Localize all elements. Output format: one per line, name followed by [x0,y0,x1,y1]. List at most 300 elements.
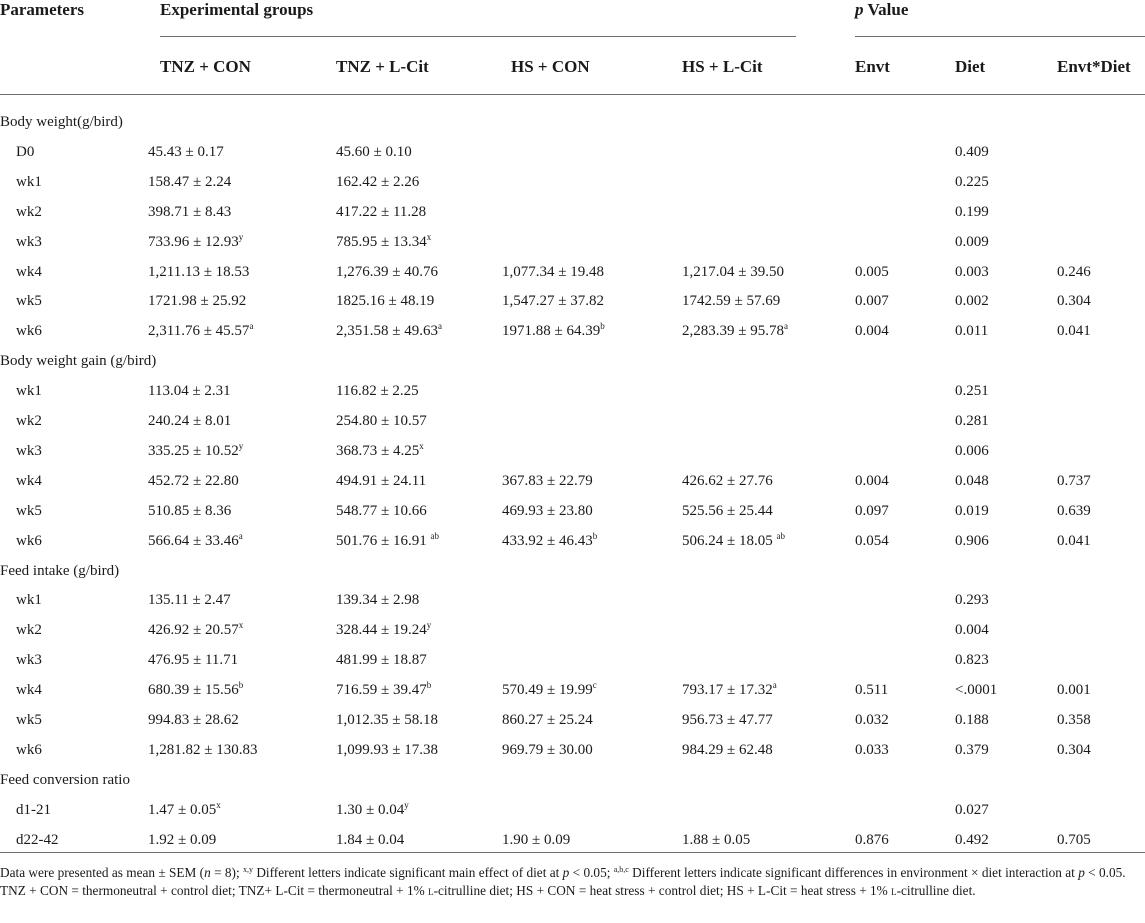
cell-value: 113.04 ± 2.31 [148,383,231,400]
cell-value: 1,211.13 ± 18.53 [148,263,250,280]
cell-value: 0.004 [855,323,889,340]
cell-tnz-con [148,675,243,705]
cell-tnz-lcit [336,645,427,675]
cell-value: 0.007 [855,293,889,310]
cell-tnz-lcit [336,227,431,257]
cell-p-envt [855,735,889,765]
cell-p-diet [955,585,989,615]
footnote-sup: a,b,c [613,865,629,874]
cell-value: 1825.16 ± 48.19 [336,293,435,310]
cell-tnz-con [148,167,231,197]
cell-p-diet [955,167,989,197]
cell-value: 240.24 ± 8.01 [148,413,232,429]
cell-tnz-lcit [336,735,438,765]
cell-value: 1.90 ± 0.09 [502,831,571,848]
section-title: Body weight gain (g/bird) [0,353,157,370]
cell-value: 793.17 ± 17.32 [682,682,773,699]
col-header-tnz-lcit: TNZ + L-Cit [336,57,429,76]
cell-hs-con [502,705,593,735]
cell-p-diet [955,795,989,825]
cell-hs-con [502,825,570,855]
footnote-text: < 0.05; [569,865,614,880]
cell-value: 0.003 [955,263,989,280]
row-label: wk6 [16,532,42,549]
cell-tnz-lcit [336,466,426,496]
cell-value: 0.511 [855,682,889,699]
cell-hs-con [502,286,604,316]
cell-value: 452.72 ± 22.80 [148,472,239,489]
cell-tnz-con [148,137,224,167]
section-title: Feed conversion ratio [0,771,130,788]
cell-value: 476.95 ± 11.71 [148,652,239,669]
table-footnote [0,864,1140,900]
cell-value: 570.49 ± 19.99 [502,682,593,699]
cell-value: 1.84 ± 0.04 [336,831,405,848]
table-row [0,615,1145,645]
cell-value: 0.041 [1057,323,1091,340]
cell-value: 162.42 ± 2.26 [336,173,420,190]
cell-p-envt [855,705,889,735]
cell-value: 481.99 ± 18.87 [336,652,427,669]
cell-p-diet [955,197,989,227]
cell-tnz-lcit [336,197,426,227]
cell-value: 1721.98 ± 25.92 [148,293,247,310]
cell-p-diet [955,526,989,556]
cell-value: 417.22 ± 11.28 [336,203,427,220]
section-header-row [0,346,1145,376]
p-italic: p [855,0,864,19]
significance-superscript: a [772,680,777,691]
cell-value: 0.032 [855,712,889,728]
cell-value: 510.85 ± 8.36 [148,502,232,519]
cell-value: 494.91 ± 24.11 [336,472,427,489]
cell-p-diet [955,286,989,316]
cell-value: 984.29 ± 62.48 [682,741,773,758]
cell-p-interaction [1057,526,1091,556]
cell-value: 2,351.58 ± 49.63 [336,323,438,340]
cell-tnz-lcit [336,376,419,406]
cell-value: 1.92 ± 0.09 [148,831,217,848]
cell-tnz-con [148,257,249,287]
cell-p-interaction [1057,496,1091,526]
cell-value: 139.34 ± 2.98 [336,592,420,609]
footnote-text: < 0.05. TNZ + CON = thermoneutral + control diet; TNZ+ L-Cit = thermoneutral + 1% [0,865,1126,898]
significance-superscript: a [249,321,254,332]
cell-p-diet [955,436,989,466]
row-label: wk4 [16,263,42,280]
cell-p-interaction [1057,466,1091,496]
cell-value: 0.906 [955,532,989,549]
significance-superscript: x [238,620,244,631]
cell-value: 860.27 ± 25.24 [502,712,593,728]
cell-value: 0.409 [955,143,989,160]
cell-value: 680.39 ± 15.56 [148,682,239,699]
row-label: wk1 [16,592,42,609]
cell-value: 45.43 ± 0.17 [148,143,224,160]
col-header-experimental-groups: Experimental groups [160,0,314,19]
cell-p-diet [955,257,989,287]
cell-value: <.0001 [955,682,998,699]
cell-tnz-con [148,705,239,735]
col-header-diet: Diet [955,57,986,76]
cell-value: 566.64 ± 33.46 [148,532,239,549]
row-label: wk3 [16,652,42,669]
cell-value: 1,281.82 ± 130.83 [148,741,258,758]
col-header-tnz-con: TNZ + CON [160,57,251,76]
table-row [0,526,1145,556]
cell-tnz-lcit [336,795,409,825]
cell-value: 0.027 [955,801,989,818]
cell-value: 335.25 ± 10.52 [148,442,239,459]
footnote-text: Data were presented as mean ± SEM ( [0,865,205,880]
group-underline [160,36,796,37]
cell-p-interaction [1057,825,1091,855]
cell-tnz-lcit [336,406,427,436]
cell-value: 0.281 [955,413,989,429]
cell-p-interaction [1057,735,1091,765]
table-bottom-rule [0,852,1145,853]
cell-p-diet [955,615,989,645]
p-value-word: Value [863,0,909,19]
cell-value: 0.639 [1057,502,1091,519]
cell-p-diet [955,376,989,406]
cell-value: 0.005 [855,263,889,280]
footnote-smallcap: l [428,883,434,898]
cell-hs-lcit [682,675,777,705]
cell-p-diet [955,705,989,735]
cell-value: 0.009 [955,233,989,250]
cell-value: 2,311.76 ± 45.57 [148,323,250,340]
cell-p-interaction [1057,316,1091,346]
cell-p-envt [855,496,889,526]
row-label: wk6 [16,323,42,340]
cell-p-interaction [1057,257,1091,287]
cell-value: 469.93 ± 23.80 [502,502,593,519]
row-label: D0 [16,143,35,160]
cell-value: 1,276.39 ± 40.76 [336,263,438,280]
cell-value: 0.019 [955,502,989,519]
cell-value: 0.293 [955,592,989,609]
cell-tnz-con [148,496,231,526]
footnote-sup: x,y [243,865,253,874]
footnote-p: p [1078,865,1085,880]
cell-hs-con [502,496,593,526]
cell-hs-lcit [682,496,773,526]
cell-tnz-lcit [336,286,434,316]
cell-tnz-lcit [336,167,419,197]
footnote-text: Different letters indicate significant main effect of diet at [253,865,563,880]
footnote-text: Different letters indicate significant differences in environment × diet interaction at [628,865,1079,880]
cell-p-envt [855,286,889,316]
row-label: wk6 [16,741,42,758]
cell-tnz-con [148,526,243,556]
cell-value: 0.304 [1057,741,1091,758]
cell-value: 426.62 ± 27.76 [682,472,773,489]
cell-tnz-con [148,227,243,257]
significance-superscript: y [404,799,409,810]
cell-value: 0.251 [955,383,989,400]
cell-tnz-con [148,795,221,825]
cell-p-envt [855,825,889,855]
cell-p-envt [855,316,889,346]
row-label: wk1 [16,173,42,190]
cell-p-diet [955,825,989,855]
cell-value: 0.823 [955,652,989,669]
cell-value: 733.96 ± 12.93 [148,233,239,250]
cell-tnz-lcit [336,615,431,645]
significance-superscript: x [426,231,432,242]
cell-value: 0.225 [955,173,989,190]
table-row [0,466,1145,496]
significance-superscript: a [238,530,243,541]
cell-value: 0.004 [855,472,889,489]
cell-value: 254.80 ± 10.57 [336,413,427,429]
row-label: wk2 [16,413,42,429]
cell-tnz-lcit [336,137,412,167]
cell-p-diet [955,406,989,436]
significance-superscript: a [437,321,442,332]
cell-tnz-lcit [336,496,427,526]
cell-value: 506.24 ± 18.05 [682,532,777,549]
row-label: wk1 [16,383,42,400]
cell-tnz-con [148,466,239,496]
cell-tnz-con [148,316,253,346]
cell-hs-con [502,675,597,705]
col-header-p-value [855,0,908,20]
cell-p-envt [855,675,888,705]
cell-p-diet [955,735,989,765]
significance-superscript: y [426,620,432,631]
significance-superscript: y [238,231,244,242]
cell-hs-con [502,526,597,556]
cell-value: 0.097 [855,502,889,519]
cell-value: 0.876 [855,831,889,848]
row-label: wk5 [16,502,42,519]
cell-value: 1,099.93 ± 17.38 [336,741,438,758]
footnote-n: n [204,865,211,880]
cell-value: 1971.88 ± 64.39 [502,323,601,340]
section-title: Feed intake (g/bird) [0,562,120,579]
cell-value: 328.44 ± 19.24 [336,622,427,639]
table-row [0,227,1145,257]
cell-value: 785.95 ± 13.34 [336,233,427,250]
cell-value: 45.60 ± 0.10 [336,143,412,160]
cell-value: 0.011 [955,323,989,340]
col-header-envt-diet: Envt*Diet [1057,57,1131,76]
significance-superscript: x [216,799,221,810]
cell-tnz-lcit [336,257,438,287]
significance-superscript: x [419,440,424,451]
cell-value: 1.88 ± 0.05 [682,831,751,848]
cell-value: 0.246 [1057,263,1091,280]
cell-value: 0.737 [1057,472,1091,489]
cell-hs-lcit [682,257,784,287]
table-row [0,137,1145,167]
section-header-row [0,765,1145,795]
cell-p-interaction [1057,705,1091,735]
cell-value: 0.048 [955,472,989,489]
cell-value: 956.73 ± 47.77 [682,712,773,728]
cell-p-diet [955,227,989,257]
cell-value: 116.82 ± 2.25 [336,383,419,400]
table-row [0,795,1145,825]
cell-value: 1,547.27 ± 37.82 [502,293,604,310]
cell-tnz-con [148,406,231,436]
table-row [0,436,1145,466]
significance-superscript: ab [776,530,785,541]
cell-p-diet [955,316,988,346]
cell-tnz-con [148,376,231,406]
table-row [0,675,1145,705]
cell-value: 969.79 ± 30.00 [502,741,593,758]
cell-value: 0.041 [1057,532,1091,549]
cell-hs-lcit [682,466,773,496]
row-label: d22-42 [16,831,59,848]
cell-hs-con [502,257,604,287]
cell-p-diet [955,675,997,705]
cell-value: 0.705 [1057,831,1091,848]
table-row [0,376,1145,406]
cell-value: 501.76 ± 16.91 [336,532,431,549]
cell-value: 0.379 [955,741,989,758]
row-label: wk5 [16,712,42,728]
cell-tnz-con [148,436,243,466]
table-row [0,316,1145,346]
cell-p-interaction [1057,675,1091,705]
cell-hs-con [502,735,593,765]
cell-tnz-lcit [336,316,442,346]
cell-tnz-lcit [336,675,431,705]
cell-value: 716.59 ± 39.47 [336,682,427,699]
cell-tnz-con [148,825,216,855]
cell-value: 0.002 [955,293,989,310]
cell-value: 0.001 [1057,682,1091,699]
cell-value: 0.492 [955,831,989,848]
footnote-text: -citrulline diet. [896,883,976,898]
cell-value: 0.188 [955,712,989,728]
cell-value: 398.71 ± 8.43 [148,203,232,220]
cell-tnz-con [148,615,243,645]
cell-tnz-con [148,735,257,765]
cell-value: 0.054 [855,532,889,549]
row-label: wk3 [16,233,42,250]
significance-superscript: a [783,321,788,332]
cell-value: 433.92 ± 46.43 [502,532,593,549]
col-header-parameters: Parameters [0,0,85,19]
cell-p-envt [855,466,889,496]
footnote-text: = 8); [210,865,243,880]
table-row [0,406,1145,436]
cell-p-diet [955,137,989,167]
significance-superscript: c [592,680,597,691]
significance-superscript: ab [430,530,439,541]
cell-tnz-lcit [336,825,404,855]
col-header-hs-lcit: HS + L-Cit [682,57,763,76]
cell-tnz-con [148,197,231,227]
table-row [0,257,1145,287]
cell-value: 0.033 [855,741,889,758]
cell-tnz-con [148,286,246,316]
cell-value: 2,283.39 ± 95.78 [682,323,784,340]
row-label: wk2 [16,622,42,639]
cell-p-interaction [1057,286,1091,316]
footnote-text: -citrulline diet; HS + CON = heat stress + control diet; HS + L-Cit = heat stress + 1% [433,883,892,898]
cell-value: 0.304 [1057,293,1091,310]
cell-tnz-lcit [336,585,419,615]
cell-value: 1,077.34 ± 19.48 [502,263,604,280]
section-header-row [0,556,1145,586]
cell-hs-lcit [682,705,773,735]
row-label: wk4 [16,472,42,489]
table-row [0,825,1145,855]
cell-hs-con [502,316,605,346]
cell-tnz-lcit [336,436,424,466]
cell-value: 1,217.04 ± 39.50 [682,263,784,280]
cell-p-diet [955,645,989,675]
significance-superscript: b [238,680,244,691]
cell-value: 426.92 ± 20.57 [148,622,239,639]
cell-value: 994.83 ± 28.62 [148,712,239,728]
cell-hs-lcit [682,825,750,855]
cell-value: 548.77 ± 10.66 [336,502,427,519]
cell-p-diet [955,466,989,496]
col-header-envt: Envt [855,57,890,76]
significance-superscript: b [592,530,598,541]
row-label: d1-21 [16,801,51,818]
cell-value: 0.199 [955,203,989,220]
cell-value: 135.11 ± 2.47 [148,592,231,609]
cell-value: 368.73 ± 4.25 [336,442,420,459]
cell-p-envt [855,257,889,287]
cell-p-envt [855,526,889,556]
cell-tnz-lcit [336,705,438,735]
table-row [0,705,1145,735]
table-row [0,167,1145,197]
pvalue-underline [855,36,1145,37]
cell-value: 0.358 [1057,712,1091,728]
cell-value: 1.47 ± 0.05 [148,801,217,818]
cell-tnz-lcit [336,526,439,556]
section-header-row [0,107,1145,137]
cell-value: 525.56 ± 25.44 [682,502,773,519]
significance-superscript: y [238,440,244,451]
cell-tnz-con [148,585,231,615]
col-header-hs-con: HS + CON [511,57,590,76]
row-label: wk4 [16,682,42,699]
table-row [0,585,1145,615]
table-row [0,286,1145,316]
cell-hs-con [502,466,593,496]
footnote-smallcap: l [891,883,897,898]
cell-hs-lcit [682,735,773,765]
cell-hs-lcit [682,316,788,346]
section-title: Body weight(g/bird) [0,114,123,130]
row-label: wk3 [16,442,42,459]
row-label: wk5 [16,293,42,310]
table-row [0,496,1145,526]
cell-value: 0.006 [955,442,989,459]
row-label: wk2 [16,203,42,220]
cell-p-diet [955,496,989,526]
cell-value: 1,012.35 ± 58.18 [336,712,438,728]
cell-hs-lcit [682,526,785,556]
cell-hs-lcit [682,286,780,316]
cell-value: 1742.59 ± 57.69 [682,293,781,310]
cell-value: 0.004 [955,622,989,639]
cell-value: 158.47 ± 2.24 [148,173,232,190]
cell-value: 367.83 ± 22.79 [502,472,593,489]
significance-superscript: b [426,680,432,691]
